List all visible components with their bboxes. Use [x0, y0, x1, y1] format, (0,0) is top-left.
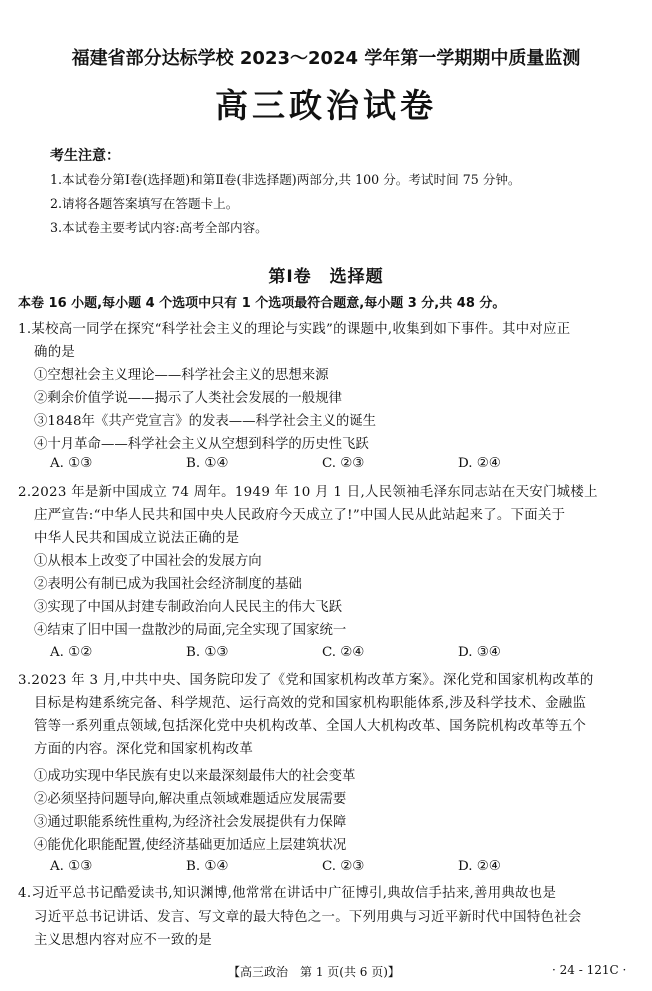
question-1-choice-d: D. ②④: [458, 456, 501, 471]
question-1-stem: 1.某校高一同学在探究“科学社会主义的理论与实践”的课题中,收集到如下事件。其中对应正: [18, 322, 571, 337]
question-1-choice-b: B. ①④: [186, 456, 229, 471]
paper-code: · 24 - 121C ·: [552, 963, 627, 977]
question-2-stem: 庄严宣告:“中华人民共和国中央人民政府今天成立了!”中国人民从此站起来了。下面关于: [34, 508, 566, 523]
question-1-item: ②剩余价值学说——揭示了人类社会发展的一般规律: [34, 391, 342, 406]
question-4-stem: 主义思想内容对应不一致的是: [34, 933, 212, 948]
question-1-item: ③1848年《共产党宣言》的发表——科学社会主义的诞生: [34, 414, 377, 429]
question-3-item: ①成功实现中华民族有史以来最深刻最伟大的社会变革: [34, 769, 356, 784]
question-3-item: ②必须坚持问题导向,解决重点领域难题适应发展需要: [34, 792, 347, 807]
question-2-choice-b: B. ①③: [186, 645, 229, 660]
question-1-item: ①空想社会主义理论——科学社会主义的思想来源: [34, 368, 329, 383]
question-4-stem: 4.习近平总书记酷爱读书,知识渊博,他常常在讲话中广征博引,典故信手拈来,善用典故也是: [18, 886, 557, 901]
question-3-stem: 目标是构建系统完备、科学规范、运行高效的党和国家机构职能体系,涉及科学技术、金融监: [34, 696, 587, 711]
question-1-choice-c: C. ②③: [322, 456, 365, 471]
question-2-item: ①从根本上改变了中国社会的发展方向: [34, 554, 262, 569]
question-1-choice-a: A. ①③: [50, 456, 93, 471]
question-2-choice-c: C. ②④: [322, 645, 365, 660]
question-3-choice-d: D. ②④: [458, 859, 501, 874]
page-footer: 【高三政治 第 1 页(共 6 页)】: [228, 965, 400, 979]
question-3-stem: 管等一系列重点领域,包括深化党中央机构改革、全国人大机构改革、国务院机构改革等五个: [34, 719, 587, 734]
question-3-stem: 3.2023 年 3 月,中共中央、国务院印发了《党和国家机构改革方案》。深化党和国家机构改革的: [18, 673, 594, 688]
question-2-item: ③实现了中国从封建专制政治向人民民主的伟大飞跃: [34, 600, 342, 615]
question-3-item: ④能优化职能配置,使经济基础更加适应上层建筑状况: [34, 838, 347, 853]
section-title: 第Ⅰ卷 选择题: [268, 267, 384, 287]
question-2-stem: 中华人民共和国成立说法正确的是: [34, 531, 240, 546]
question-1-stem: 确的是: [34, 345, 76, 360]
question-3-choice-a: A. ①③: [50, 859, 93, 874]
question-3-item: ③通过职能系统性重构,为经济社会发展提供有力保障: [34, 815, 347, 830]
question-3-stem: 方面的内容。深化党和国家机构改革: [34, 742, 254, 757]
section-instruction: 本卷 16 小题,每小题 4 个选项中只有 1 个选项最符合题意,每小题 3 分,共 48 分。: [18, 296, 506, 311]
notice-item: 1.本试卷分第Ⅰ卷(选择题)和第Ⅱ卷(非选择题)两部分,共 100 分。考试时间 75 分钟。: [50, 172, 521, 187]
question-2-choice-a: A. ①②: [50, 645, 93, 660]
question-3-choice-c: C. ②③: [322, 859, 365, 874]
question-3-choice-b: B. ①④: [186, 859, 229, 874]
question-2-item: ②表明公有制已成为我国社会经济制度的基础: [34, 577, 302, 592]
question-4-stem: 习近平总书记讲话、发言、写文章的最大特色之一。下列用典与习近平新时代中国特色社会: [34, 910, 582, 925]
exam-subject-title: 高三政治试卷: [215, 86, 437, 125]
question-1-item: ④十月革命——科学社会主义从空想到科学的历史性飞跃: [34, 437, 369, 452]
exam-header-title: 福建省部分达标学校 2023～2024 学年第一学期期中质量监测: [71, 48, 581, 69]
question-2-item: ④结束了旧中国一盘散沙的局面,完全实现了国家统一: [34, 623, 347, 638]
notice-title: 考生注意：: [50, 148, 120, 164]
question-2-stem: 2.2023 年是新中国成立 74 周年。1949 年 10 月 1 日,人民领袖毛泽东同志站在天安门城楼上: [18, 485, 598, 500]
notice-item: 3.本试卷主要考试内容:高考全部内容。: [50, 220, 268, 235]
question-2-choice-d: D. ③④: [458, 645, 501, 660]
notice-item: 2.请将各题答案填写在答题卡上。: [50, 196, 239, 211]
